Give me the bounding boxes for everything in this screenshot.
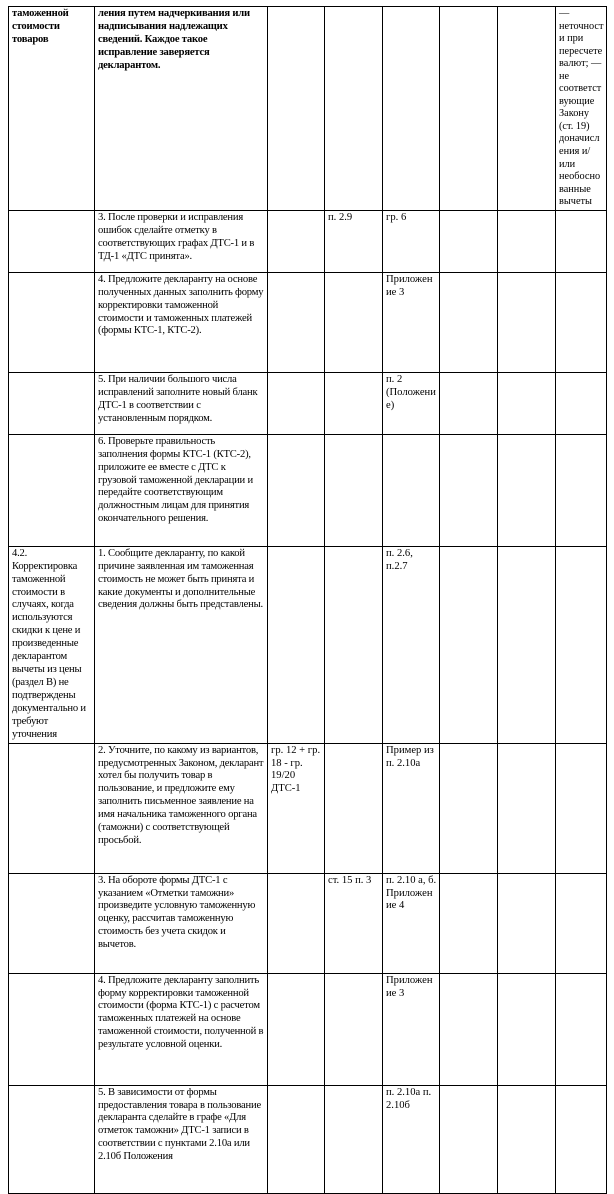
table-body <box>9 7 607 1194</box>
table-cell-col4: ст. 15 п. 3 <box>325 873 383 973</box>
table-cell-col6 <box>440 210 498 272</box>
table-cell-col8 <box>556 546 607 743</box>
table-cell-col2: 3. На обороте формы ДТС-1 с указанием «Отметки таможни» произведите условную таможенную оценку, рассчитав таможенную стоимость без учета скидок и вычетов. <box>95 873 268 973</box>
table-cell-col1 <box>9 1085 95 1193</box>
table-cell-col5: Приложение 3 <box>383 973 440 1085</box>
table-cell-col5: п. 2 (Положение) <box>383 372 440 434</box>
table-cell-col3 <box>268 7 325 211</box>
table-cell-col8 <box>556 973 607 1085</box>
table-cell-col2: 4. Предложите декларанту заполнить форму корректировки таможенной стоимости (форма КТС-1) с расчетом таможенных платежей на основе таможенной стоимости, полученной в результате условной оценки. <box>95 973 268 1085</box>
table-cell-col6 <box>440 434 498 546</box>
table-cell-col1 <box>9 973 95 1085</box>
table-cell-col7 <box>498 210 556 272</box>
table-cell-col3 <box>268 1085 325 1193</box>
table-cell-col2: 5. При наличии большого числа исправлений заполните новый бланк ДТС-1 в соответствии с установленным порядком. <box>95 372 268 434</box>
table-cell-col4: п. 2.9 <box>325 210 383 272</box>
table-cell-col8 <box>556 272 607 372</box>
table-cell-col7 <box>498 272 556 372</box>
table-cell-col7 <box>498 873 556 973</box>
table-row <box>9 272 607 372</box>
table-cell-col2: 1. Сообщите декларанту, по какой причине заявленная им таможенная стоимость не может быть принята и какие документы и дополнительные сведения должны быть представлены. <box>95 546 268 743</box>
table-cell-col1 <box>9 873 95 973</box>
table-row <box>9 873 607 973</box>
table-cell-col8 <box>556 434 607 546</box>
table-cell-col3 <box>268 210 325 272</box>
table-cell-col1 <box>9 210 95 272</box>
table-cell-col1: 4.2. Корректировка таможенной стоимости в случаях, когда используются скидки к цене и произведенные декларантом вычеты из цены (раздел В) не подтверждены документально и требуют уточнения <box>9 546 95 743</box>
table-cell-col4 <box>325 743 383 873</box>
table-cell-col3 <box>268 434 325 546</box>
table-cell-col1 <box>9 272 95 372</box>
table-cell-col6 <box>440 546 498 743</box>
table-cell-col2: 2. Уточните, по какому из вариантов, предусмотренных Законом, декларант хотел бы получить товар в пользование, и предложите ему заполнить письменное заявление на имя начальника таможенного органа (таможни) с соответствующей просьбой. <box>95 743 268 873</box>
table-cell-col6 <box>440 743 498 873</box>
table-cell-col7 <box>498 372 556 434</box>
table-cell-col8 <box>556 873 607 973</box>
table-cell-col5: гр. 6 <box>383 210 440 272</box>
table-cell-col6 <box>440 873 498 973</box>
table-cell-col1 <box>9 743 95 873</box>
table-cell-col4 <box>325 546 383 743</box>
table-cell-col2: 5. В зависимости от формы предоставления товара в пользование декларанта сделайте в графе «Для отметок таможни» ДТС-1 записи в соответствии с пунктами 2.10а или 2.10б Положения <box>95 1085 268 1193</box>
table-cell-col3: гр. 12 + гр. 18 - гр. 19/20 ДТС-1 <box>268 743 325 873</box>
table-row <box>9 546 607 743</box>
table-cell-col2: 3. После проверки и исправления ошибок сделайте отметку в соответствующих графах ДТС-1 и в ТД-1 «ДТС принята». <box>95 210 268 272</box>
table-cell-col3 <box>268 546 325 743</box>
table-cell-col4 <box>325 372 383 434</box>
table-cell-col6 <box>440 1085 498 1193</box>
table-cell-col4 <box>325 1085 383 1193</box>
table-cell-col8: —неточности при пересчете валют; —не соответствующие Закону (ст. 19) доначисления и/или необоснованные вычеты <box>556 7 607 211</box>
table-cell-col8 <box>556 210 607 272</box>
table-cell-col6 <box>440 973 498 1085</box>
table-cell-col2: 6. Проверьте правильность заполнения формы КТС-1 (КТС-2), приложите ее вместе с ДТС к грузовой таможенной декларации и передайте соответствующим должностным лицам для принятия окончательного решения. <box>95 434 268 546</box>
table-cell-col8 <box>556 1085 607 1193</box>
table-cell-col5: п. 2.10а п. 2.10б <box>383 1085 440 1193</box>
table-cell-col4 <box>325 973 383 1085</box>
table-cell-col1: таможенной стоимости товаров <box>9 7 95 211</box>
table-cell-col5: п. 2.10 а, б. Приложение 4 <box>383 873 440 973</box>
table-row <box>9 434 607 546</box>
table-cell-col6 <box>440 272 498 372</box>
table-cell-col1 <box>9 434 95 546</box>
table-cell-col7 <box>498 743 556 873</box>
table-cell-col6 <box>440 372 498 434</box>
table-cell-col3 <box>268 272 325 372</box>
table-cell-col5: п. 2.6, п.2.7 <box>383 546 440 743</box>
table-cell-col2: ления путем надчеркивания или надписывания надлежащих сведений. Каждое такое исправление заверяется декларантом. <box>95 7 268 211</box>
table-cell-col6 <box>440 7 498 211</box>
table-row <box>9 1085 607 1193</box>
table-cell-col4 <box>325 7 383 211</box>
table-cell-col3 <box>268 372 325 434</box>
table-row <box>9 7 607 211</box>
table-row <box>9 210 607 272</box>
table-cell-col8 <box>556 743 607 873</box>
table-cell-col7 <box>498 7 556 211</box>
table-cell-col5 <box>383 434 440 546</box>
table-cell-col3 <box>268 873 325 973</box>
table-row <box>9 743 607 873</box>
table-cell-col7 <box>498 1085 556 1193</box>
table-cell-col7 <box>498 546 556 743</box>
table-row <box>9 973 607 1085</box>
document-page <box>8 6 606 1194</box>
table-cell-col3 <box>268 973 325 1085</box>
table-cell-col5 <box>383 7 440 211</box>
table-cell-col4 <box>325 272 383 372</box>
table-row <box>9 372 607 434</box>
table-cell-col7 <box>498 434 556 546</box>
table-cell-col7 <box>498 973 556 1085</box>
table-cell-col4 <box>325 434 383 546</box>
table-cell-col1 <box>9 372 95 434</box>
table-cell-col5: Приложение 3 <box>383 272 440 372</box>
table-cell-col2: 4. Предложите декларанту на основе полученных данных заполнить форму корректировки таможенной стоимости и таможенных платежей (формы КТС-1, КТС-2). <box>95 272 268 372</box>
table-cell-col8 <box>556 372 607 434</box>
table-cell-col5: Пример из п. 2.10а <box>383 743 440 873</box>
procedure-table <box>8 6 607 1194</box>
